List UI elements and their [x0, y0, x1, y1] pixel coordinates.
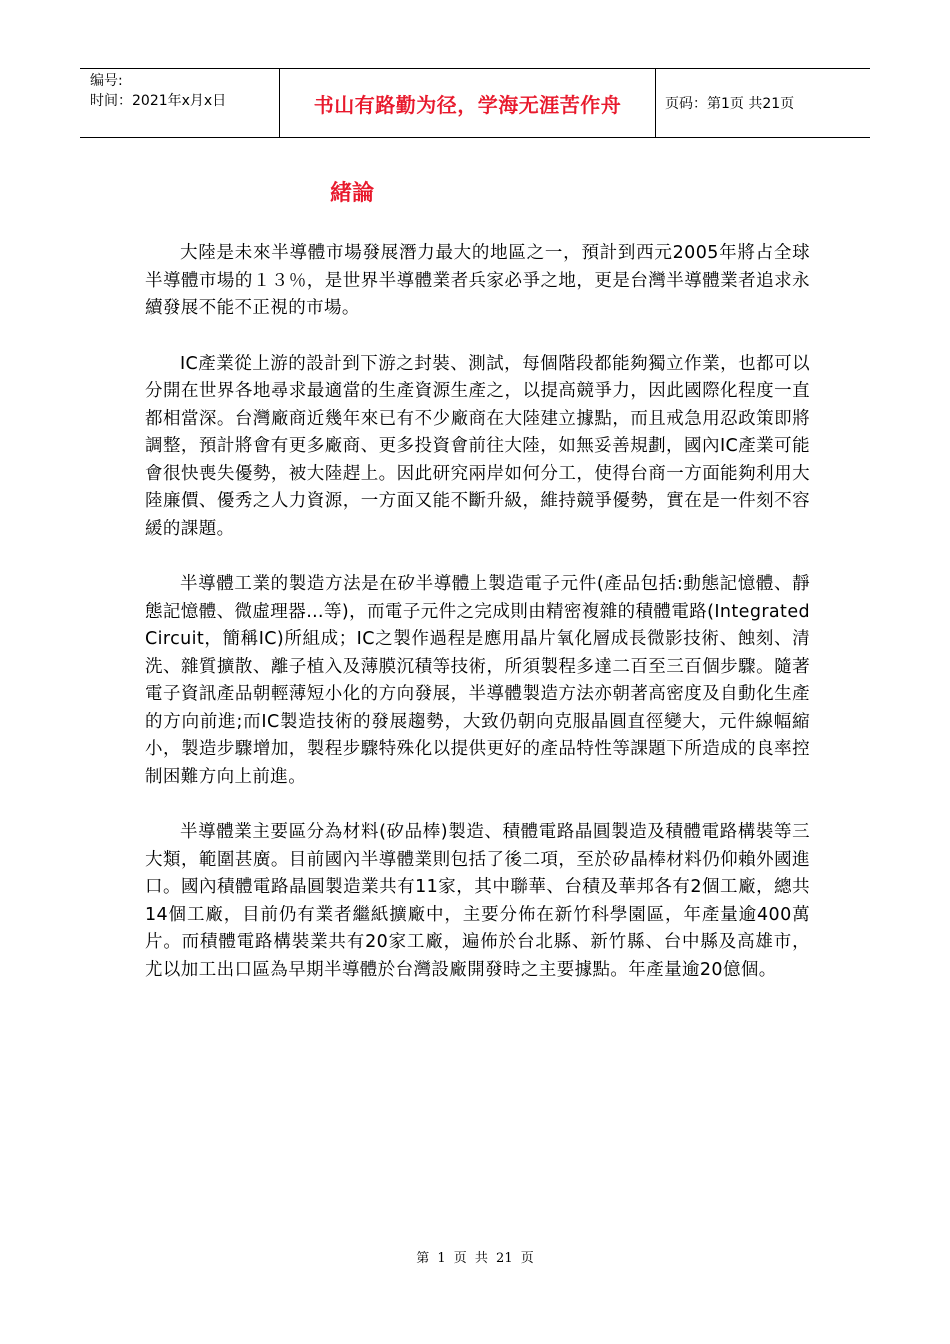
document-title: 緒論: [330, 181, 375, 206]
document-body: [145, 240, 810, 1012]
page-header: [80, 68, 870, 138]
page-footer: 第 1 页 共 21 页: [416, 1251, 534, 1266]
paragraph: 大陸是未來半導體市場發展潛力最大的地區之一，預計到西元2005年將占全球半導體市場的１３％，是世界半導體業者兵家必爭之地，更是台灣半導體業者追求永續發展不能不正視的市場。: [145, 243, 810, 318]
header-meta: [80, 69, 280, 137]
number-label: 编号:: [90, 73, 123, 89]
paragraph: 半導體工業的製造方法是在矽半導體上製造電子元件(產品包括:動態記憶體、靜態記憶體、微虛理器…等)，而電子元件之完成則由精密複雜的積體電路(Integrated Circuit，簡稱IC)所組成；IC之製作過程是應用晶片氧化層成長微影技術、蝕刻、清洗、雜質擴散、離子植入及薄膜沉積等技術，所須製程多達二百至三百個步驟。隨著電子資訊產品朝輕薄短小化的方向發展，半導體製造方法亦朝著高密度及自動化生產的方向前進;而IC製造技術的發展趨勢，大致仍朝向克服晶圓直徑變大，元件線幅縮小，製造步驟增加，製程步驟特殊化以提供更好的產品特性等課題下所造成的良率控制困難方向上前進。: [145, 574, 810, 787]
paragraph: 半導體業主要區分為材料(矽品棒)製造、積體電路晶圓製造及積體電路構裝等三大類，範圍甚廣。目前國內半導體業則包括了後二項，至於矽晶棒材料仍仰賴外國進口。國內積體電路晶圓製造業共有11家，其中聯華、台積及華邦各有2個工廠，總共14個工廠，目前仍有業者繼紙擴廠中，主要分佈在新竹科學園區，年產量逾400萬片。而積體電路構裝業共有20家工廠，遍佈於台北縣、新竹縣、台中縣及高雄市，尤以加工出口區為早期半導體於台灣設廠開發時之主要據點。年產量逾20億個。: [145, 822, 810, 980]
paragraph: IC產業從上游的設計到下游之封裝、測試，每個階段都能夠獨立作業，也都可以分開在世界各地尋求最適當的生產資源生產之，以提高競爭力，因此國際化程度一直都相當深。台灣廠商近幾年來已有不少廠商在大陸建立據點，而且戒急用忍政策即將調整，預計將會有更多廠商、更多投資會前往大陸，如無妥善規劃，國內IC產業可能會很快喪失優勢，被大陸趕上。因此研究兩岸如何分工，使得台商一方面能夠利用大陸廉價、優秀之人力資源，一方面又能不斷升級，維持競爭優勢，實在是一件刻不容緩的課題。: [145, 353, 810, 539]
header-page-info: 页码：第1页 共21页: [665, 96, 795, 112]
time-label: 时间：2021年x月x日: [90, 93, 227, 109]
header-motto: 书山有路勤为径，学海无涯苦作舟: [280, 69, 656, 137]
